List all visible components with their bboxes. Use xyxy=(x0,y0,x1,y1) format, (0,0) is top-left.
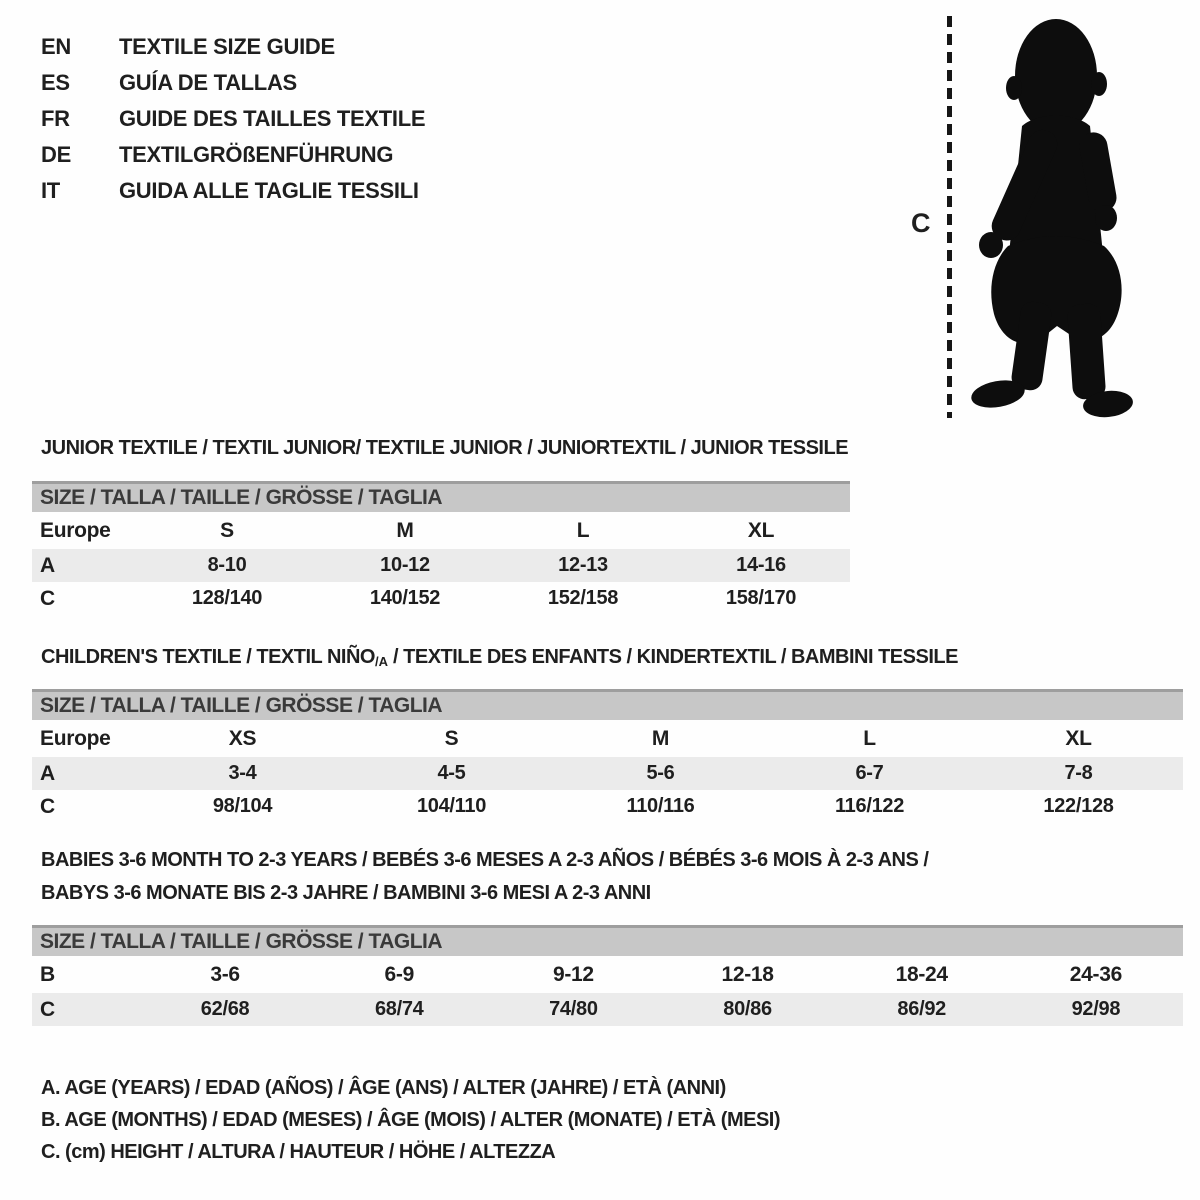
table-row-c xyxy=(32,582,850,615)
table-row-c xyxy=(32,993,1183,1026)
size-cell: S xyxy=(444,726,459,750)
size-cell: 104/110 xyxy=(416,795,487,817)
table-row-a xyxy=(32,757,1183,790)
section-title-text: BABYS 3-6 MONATE BIS 2-3 JAHRE / BAMBINI 3-6 MESI A 2-3 ANNI xyxy=(41,882,651,904)
size-header-row xyxy=(32,691,1183,721)
size-header-row xyxy=(32,927,1183,957)
language-code: FR xyxy=(41,106,70,131)
size-cell: 3-6 xyxy=(210,962,240,986)
size-cell: 9-12 xyxy=(552,962,594,986)
size-cell: 4-5 xyxy=(347,757,556,790)
size-header-label: SIZE / TALLA / TAILLE / GRÖSSE / TAGLIA xyxy=(32,927,1183,957)
size-cell: 98/104 xyxy=(212,795,273,817)
size-cell: 12-18 xyxy=(721,962,774,986)
size-cell: 128/140 xyxy=(191,587,263,609)
row-label: A xyxy=(32,549,138,582)
section-title-line xyxy=(41,432,848,465)
section-title-text: BABIES 3-6 MONTH TO 2-3 YEARS / BEBÉS 3-6 MESES A 2-3 AÑOS / BÉBÉS 3-6 MOIS À 2-3 ANS / xyxy=(41,849,929,871)
babies-size-table xyxy=(32,925,1183,1026)
size-cell: 7-8 xyxy=(974,757,1183,790)
section-title xyxy=(41,641,958,675)
junior-size-table xyxy=(32,481,850,615)
size-header-label: SIZE / TALLA / TAILLE / GRÖSSE / TAGLIA xyxy=(32,483,850,513)
size-cell: 74/80 xyxy=(486,993,660,1026)
row-label: Europe xyxy=(40,726,111,750)
size-cell: 92/98 xyxy=(1009,993,1183,1026)
size-cell: XL xyxy=(747,518,775,542)
size-header-row xyxy=(32,483,850,513)
size-cell: 6-9 xyxy=(384,962,414,986)
size-cell: 8-10 xyxy=(138,549,316,582)
language-row-it xyxy=(41,173,425,209)
size-cell: 158/170 xyxy=(725,587,797,609)
language-row-fr xyxy=(41,101,425,137)
size-header-label: SIZE / TALLA / TAILLE / GRÖSSE / TAGLIA xyxy=(32,691,1183,721)
language-code: EN xyxy=(41,34,71,59)
size-cell: M xyxy=(651,726,670,750)
table-row-a xyxy=(32,549,850,582)
size-cell: 6-7 xyxy=(765,757,974,790)
legend-line-b: B. AGE (MONTHS) / EDAD (MESES) / ÂGE (MOIS) / ALTER (MONATE) / ETÀ (MESI) xyxy=(41,1109,781,1131)
size-cell: 122/128 xyxy=(1043,795,1114,817)
guide-title-text: TEXTILE SIZE GUIDE xyxy=(119,34,335,59)
size-cell: 62/68 xyxy=(138,993,312,1026)
guide-title-text: GUIDE DES TAILLES TEXTILE xyxy=(119,106,426,131)
language-row-es xyxy=(41,65,425,101)
language-code: IT xyxy=(41,178,60,203)
guide-title-text: GUÍA DE TALLAS xyxy=(119,70,297,95)
baby-silhouette-icon xyxy=(960,14,1145,426)
section-title-subscript: /A xyxy=(374,654,388,669)
language-title-list xyxy=(41,29,425,209)
legend-line-c: C. (cm) HEIGHT / ALTURA / HAUTEUR / HÖHE / ALTEZZA xyxy=(41,1141,556,1163)
size-cell: 3-4 xyxy=(138,757,347,790)
section-title-text: CHILDREN'S TEXTILE / TEXTIL NIÑO xyxy=(41,646,375,668)
row-label: C xyxy=(40,586,55,610)
section-title-text: / TEXTILE DES ENFANTS / KINDERTEXTIL / BAMBINI TESSILE xyxy=(387,646,958,668)
size-cell: M xyxy=(396,518,414,542)
size-cell: 18-24 xyxy=(895,962,948,986)
size-cell: L xyxy=(576,518,590,542)
children-size-table xyxy=(32,689,1183,823)
section-title-line xyxy=(41,844,928,877)
measurement-legend xyxy=(41,1072,780,1168)
size-cell: XS xyxy=(228,726,257,750)
size-cell: 116/122 xyxy=(834,795,905,817)
table-row-europe xyxy=(32,720,1183,757)
size-cell: 68/74 xyxy=(312,993,486,1026)
size-cell: 86/92 xyxy=(835,993,1009,1026)
section-title-text: JUNIOR TEXTILE / TEXTIL JUNIOR/ TEXTILE JUNIOR / JUNIORTEXTIL / JUNIOR TESSILE xyxy=(41,437,849,459)
language-row-de xyxy=(41,137,425,173)
size-cell: 5-6 xyxy=(556,757,765,790)
section-title xyxy=(41,844,928,910)
height-measure-dashed-line xyxy=(947,16,952,418)
height-label-c: C xyxy=(911,208,931,238)
table-row-c xyxy=(32,790,1183,823)
size-cell: S xyxy=(220,518,234,542)
legend-line-a: A. AGE (YEARS) / EDAD (AÑOS) / ÂGE (ANS) / ALTER (JAHRE) / ETÀ (ANNI) xyxy=(41,1077,726,1099)
guide-title-text: TEXTILGRÖßENFÜHRUNG xyxy=(119,142,394,167)
size-cell: 14-16 xyxy=(672,549,850,582)
size-cell: 10-12 xyxy=(316,549,494,582)
row-label: Europe xyxy=(40,518,111,542)
size-cell: 140/152 xyxy=(369,587,441,609)
row-label: C xyxy=(40,794,55,818)
row-label: A xyxy=(32,757,138,790)
size-cell: 24-36 xyxy=(1069,962,1122,986)
section-title xyxy=(41,432,848,465)
size-cell: 12-13 xyxy=(494,549,672,582)
table-row-europe xyxy=(32,512,850,549)
section-title-line xyxy=(41,641,958,675)
language-code: ES xyxy=(41,70,70,95)
guide-title-text: GUIDA ALLE TAGLIE TESSILI xyxy=(119,178,419,203)
size-cell: 80/86 xyxy=(660,993,834,1026)
size-cell: 152/158 xyxy=(547,587,619,609)
size-cell: XL xyxy=(1065,726,1092,750)
section-title-line xyxy=(41,877,928,910)
size-cell: 110/116 xyxy=(626,795,695,817)
row-label: C xyxy=(32,993,138,1026)
language-code: DE xyxy=(41,142,71,167)
size-cell: L xyxy=(863,726,876,750)
table-row-b xyxy=(32,956,1183,993)
row-label: B xyxy=(40,962,55,986)
language-row-en xyxy=(41,29,425,65)
